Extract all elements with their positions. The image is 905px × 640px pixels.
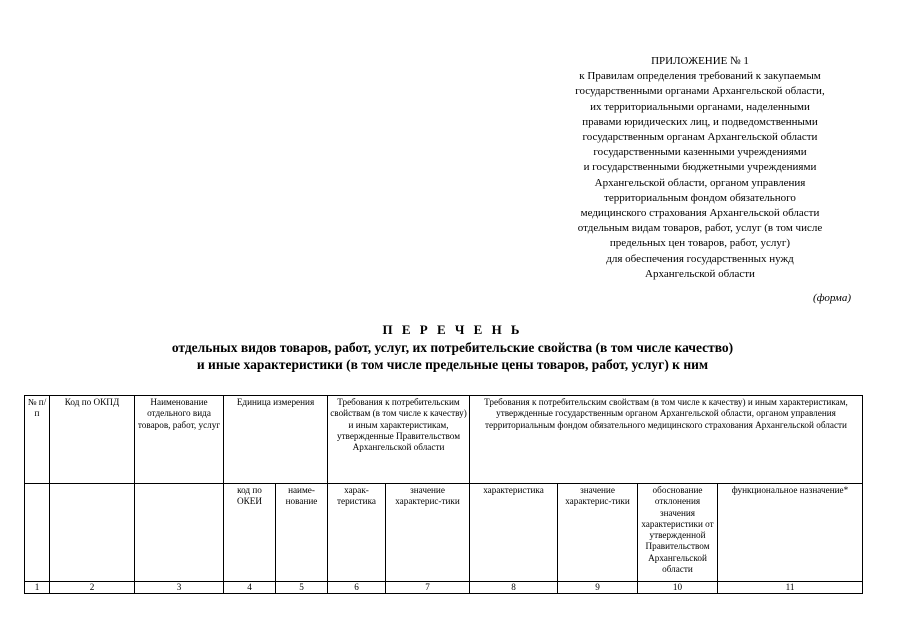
header-item-name: Наименование отдельного вида товаров, работ, услуг	[135, 396, 224, 484]
empty-cell	[25, 484, 50, 582]
column-number: 3	[135, 582, 224, 594]
annex-line: отдельным видам товаров, работ, услуг (в том числе	[577, 222, 823, 235]
column-number: 11	[718, 582, 863, 594]
annex-line: Архангельской области	[645, 267, 755, 280]
annex-block	[520, 54, 880, 282]
document-title: П Е Р Е Ч Е Н Ь	[382, 322, 523, 337]
column-number: 8	[470, 582, 558, 594]
header-unit: Единица измерения	[224, 396, 328, 484]
column-number: 6	[328, 582, 386, 594]
column-number: 4	[224, 582, 276, 594]
empty-cell	[135, 484, 224, 582]
annex-line: предельных цен товаров, работ, услуг)	[609, 237, 791, 250]
annex-line: государственными органами Архангельской области,	[575, 85, 825, 98]
subheader-row	[25, 484, 863, 582]
annex-line: территориальным фондом обязательного	[604, 191, 796, 204]
subheader-okei-code: код по ОКЕИ	[224, 484, 276, 582]
annex-line: их территориальными органами, наделенными	[590, 100, 810, 113]
empty-cell	[50, 484, 135, 582]
annex-line: для обеспечения государственных нужд	[606, 252, 794, 265]
column-numbers-row	[25, 582, 863, 594]
column-number: 5	[276, 582, 328, 594]
column-number: 10	[638, 582, 718, 594]
annex-line: ПРИЛОЖЕНИЕ № 1	[651, 55, 749, 67]
header-okpd: Код по ОКПД	[50, 396, 135, 484]
header-government-requirements: Требования к потребительским свойствам (в том числе к качеству) и иным характеристикам, утвержденные Правительством Архангельской области	[328, 396, 470, 484]
annex-line: правами юридических лиц, и подведомственными	[582, 115, 818, 128]
document-subtitle-line-2: и иные характеристики (в том числе предельные цены товаров, работ, услуг) к ним	[196, 357, 709, 372]
annex-line: государственными казенными учреждениями	[593, 146, 807, 159]
column-number: 2	[50, 582, 135, 594]
form-label: (форма)	[813, 292, 851, 304]
annex-line: Архангельской области, органом управления	[594, 176, 806, 189]
header-organ-requirements: Требования к потребительским свойствам (в том числе к качеству) и иным характеристикам, утвержденные государственным органом Архангельской области, органом управления территориальным фондом обязательного медицинского страхования Архангельской области	[470, 396, 863, 484]
subheader-deviation-justification: обоснование отклонения значения характеристики от утвержденной Правительством Архангельской области	[638, 484, 718, 582]
annex-line: государственным органам Архангельской области	[582, 131, 818, 144]
subheader-functional-purpose: функциональное назначение*	[718, 484, 863, 582]
annex-line: к Правилам определения требований к закупаемым	[579, 70, 821, 83]
column-number: 7	[386, 582, 470, 594]
requirements-table	[24, 395, 863, 594]
subheader-unit-name: наиме-нование	[276, 484, 328, 582]
subheader-org-characteristic: характеристика	[470, 484, 558, 582]
subheader-gov-value: значение характерис-тики	[386, 484, 470, 582]
annex-line: медицинского страхования Архангельской области	[580, 207, 820, 220]
header-num: № п/п	[25, 396, 50, 484]
column-number: 9	[558, 582, 638, 594]
subheader-org-value: значение характерис-тики	[558, 484, 638, 582]
annex-line: и государственными бюджетными учреждениями	[583, 161, 817, 174]
header-row	[25, 396, 863, 484]
column-number: 1	[25, 582, 50, 594]
document-subtitle-line-1: отдельных видов товаров, работ, услуг, их потребительские свойства (в том числе качество)	[171, 340, 734, 355]
subheader-gov-characteristic: харак-теристика	[328, 484, 386, 582]
